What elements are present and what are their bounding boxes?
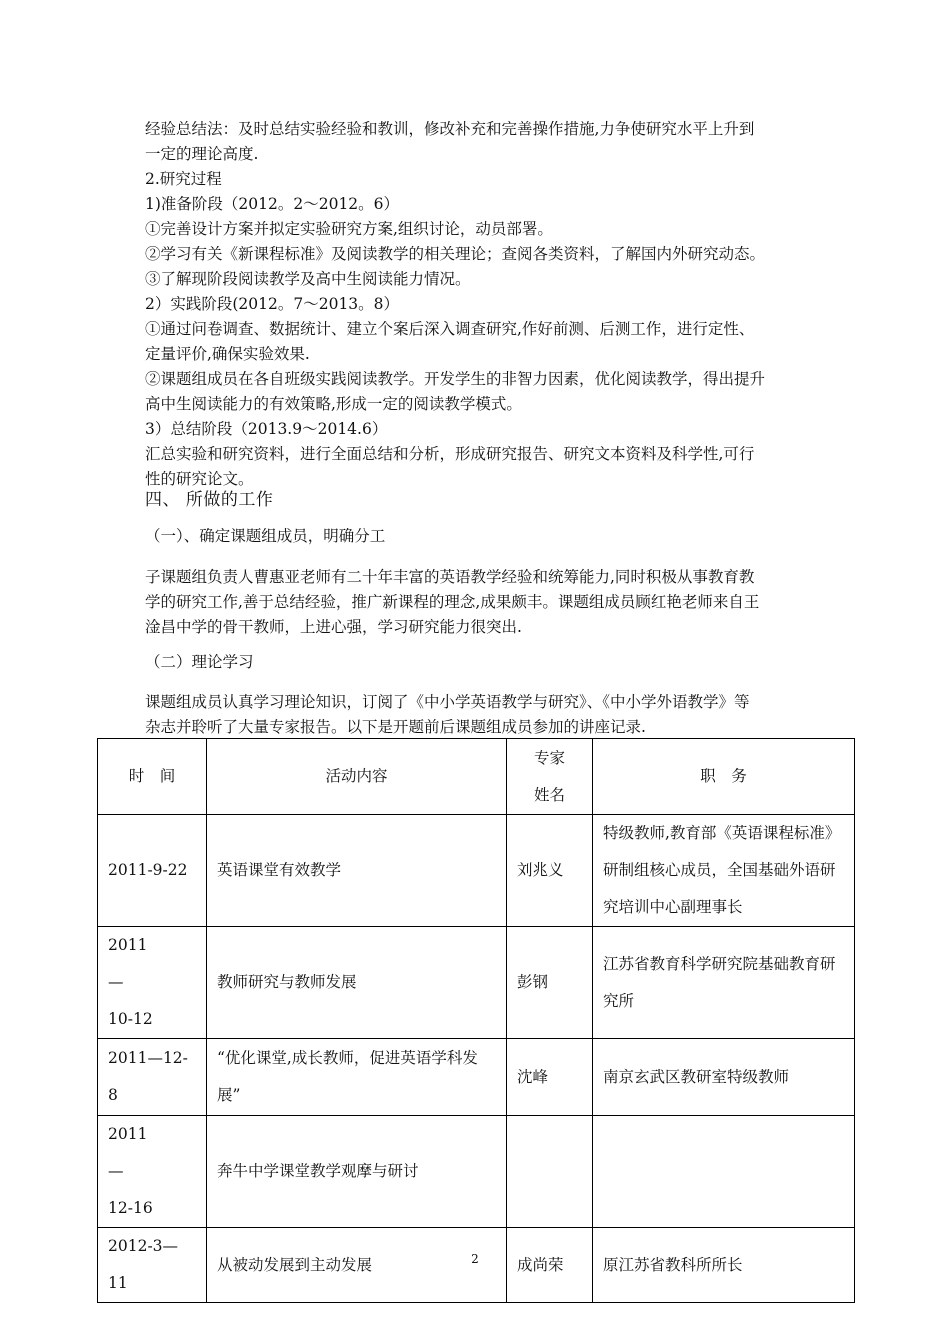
cell-position: 南京玄武区教研室特级教师 <box>593 1039 855 1116</box>
cell-time-line: 12-16 <box>108 1199 153 1217</box>
paragraph-line: 汇总实验和研究资料，进行全面总结和分析，形成研究报告、研究文本资料及科学性,可行 <box>145 445 755 463</box>
paragraph-line: 一定的理论高度. <box>145 145 259 163</box>
header-time: 时 间 <box>98 739 207 815</box>
research-process-section <box>145 117 815 492</box>
list-item: ②课题组成员在各自班级实践阅读教学。开发学生的非智力因素，优化阅读教学，得出提升 <box>145 370 766 388</box>
list-item: ①通过问卷调查、数据统计、建立个案后深入调查研究,作好前测、后测工作，进行定性、 <box>145 320 755 338</box>
paragraph-line: 子课题组负责人曹惠亚老师有二十年丰富的英语教学经验和统筹能力,同时积极从事教育教 <box>145 568 755 586</box>
cell-expert: 沈峰 <box>507 1039 593 1116</box>
page-number: 2 <box>471 1252 479 1266</box>
cell-time-line: 2011 — <box>108 936 194 991</box>
cell-content: 奔牛中学课堂教学观摩与研讨 <box>207 1116 507 1228</box>
section-title: 2.研究过程 <box>145 170 222 188</box>
header-expert-line: 专家 <box>533 748 565 767</box>
list-item: ①完善设计方案并拟定实验研究方案,组织讨论，动员部署。 <box>145 220 553 238</box>
team-paragraph <box>145 565 815 640</box>
subsection-title: （二）理论学习 <box>145 653 254 671</box>
cell-time <box>98 1116 207 1228</box>
cell-time-line: 2011 — <box>108 1125 194 1180</box>
table-row <box>98 815 855 927</box>
paragraph-line: 学的研究工作,善于总结经验，推广新课程的理念,成果颇丰。课题组成员顾红艳老师来自王 <box>145 593 760 611</box>
cell-content: “优化课堂,成长教师，促进英语学科发展” <box>207 1039 507 1116</box>
list-item: 高中生阅读能力的有效策略,形成一定的阅读教学模式。 <box>145 395 522 413</box>
list-item: 定量评价,确保实验效果. <box>145 345 310 363</box>
list-item: ③了解现阶段阅读教学及高中生阅读能力情况。 <box>145 270 471 288</box>
subsection-title: （一）、确定课题组成员，明确分工 <box>145 527 386 545</box>
cell-content: 从被动发展到主动发展 <box>207 1228 507 1303</box>
table-row <box>98 1039 855 1116</box>
paragraph-line: 性的研究论文。 <box>145 470 254 488</box>
cell-time <box>98 927 207 1039</box>
cell-time: 2012-3—11 <box>98 1228 207 1303</box>
table-row <box>98 1116 855 1228</box>
header-expert <box>507 739 593 815</box>
stage-title: 1)准备阶段（2012。2～2012。6） <box>145 195 400 213</box>
stage-title: 3）总结阶段（2013.9～2014.6） <box>145 420 388 438</box>
cell-expert: 彭钢 <box>507 927 593 1039</box>
stage-title: 2）实践阶段(2012。7～2013。8） <box>145 295 400 313</box>
paragraph-line: 课题组成员认真学习理论知识，订阅了《中小学英语教学与研究》、《中小学外语教学》等 <box>145 693 750 711</box>
cell-expert: 成尚荣 <box>507 1228 593 1303</box>
cell-expert <box>507 1116 593 1228</box>
table-row <box>98 927 855 1039</box>
paragraph-line: 淦昌中学的骨干教师，上进心强，学习研究能力很突出. <box>145 618 522 636</box>
cell-position: 特级教师,教育部《英语课程标准》研制组核心成员，全国基础外语研究培训中心副理事长 <box>593 815 855 927</box>
header-expert-line: 姓名 <box>533 785 565 804</box>
cell-time: 2011—12-8 <box>98 1039 207 1116</box>
cell-content: 英语课堂有效教学 <box>207 815 507 927</box>
paragraph-line: 杂志并聆听了大量专家报告。以下是开题前后课题组成员参加的讲座记录. <box>145 718 646 736</box>
lecture-record-table <box>97 738 855 1303</box>
table-header-row <box>98 739 855 815</box>
cell-content: 教师研究与教师发展 <box>207 927 507 1039</box>
header-position: 职 务 <box>593 739 855 815</box>
cell-time-line: 10-12 <box>108 1010 153 1028</box>
header-content: 活动内容 <box>207 739 507 815</box>
cell-time: 2011-9-22 <box>98 815 207 927</box>
cell-expert: 刘兆义 <box>507 815 593 927</box>
cell-position <box>593 1116 855 1228</box>
list-item: ②学习有关《新课程标准》及阅读教学的相关理论；查阅各类资料，了解国内外研究动态。 <box>145 245 766 263</box>
cell-position: 原江苏省教科所所长 <box>593 1228 855 1303</box>
paragraph-line: 经验总结法：及时总结实验经验和教训，修改补充和完善操作措施,力争使研究水平上升到 <box>145 120 755 138</box>
section-heading: 四、 所做的工作 <box>145 490 274 510</box>
theory-paragraph <box>145 690 815 740</box>
cell-position: 江苏省教育科学研究院基础教育研究所 <box>593 927 855 1039</box>
